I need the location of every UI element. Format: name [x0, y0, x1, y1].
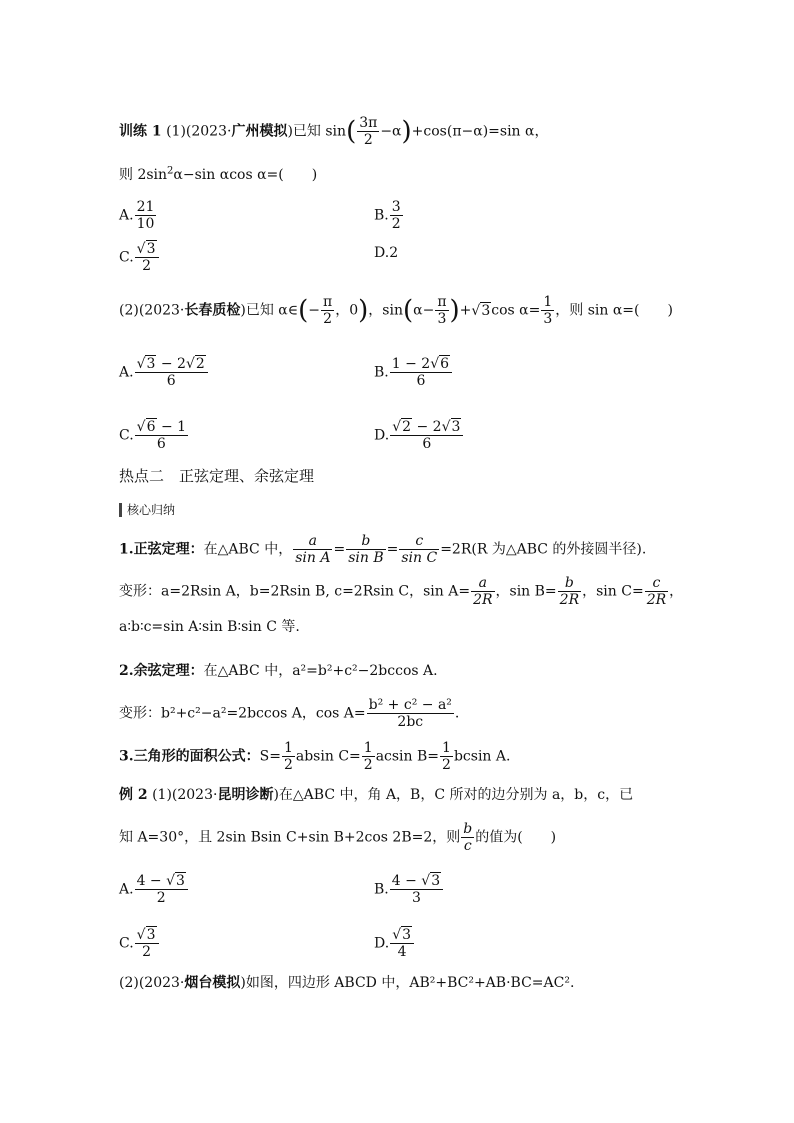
option-c: C. $\frac{√6 - 1}{6}$ — [119, 419, 187, 452]
core-label: 核心归纳 — [127, 503, 176, 517]
training-label: 训练 1 — [119, 123, 162, 140]
problem2-line: (2)(2023·长春质检)已知 α∈(− $\frac{\pi}{2}$ ，0)，sin(α− $\frac{\pi}{3}$ )+√3cos α= $\frac{1}{3}$ ，则 sin α=( ) — [119, 294, 673, 327]
option-c: C. $\frac{√3}{2}$ — [119, 242, 160, 273]
problem2b-line: (2)(2023·烟台模拟)如图，四边形 ABCD 中，AB²+BC²+AB·BC=AC². — [119, 975, 575, 991]
law-cosines-line: 2.余弦定理：在△ABC 中，a²=b²+c²−2bccos A. — [119, 663, 438, 679]
law-sines-ratio: a∶b∶c=sin A∶sin B∶sin C 等. — [119, 619, 300, 635]
option-c: C. $\frac{√3}{2}$ — [119, 928, 160, 959]
law-sines-variant: 变形：a=2Rsin A，b=2Rsin B, c=2Rsin C，sin A= $\frac{a}{2R}$ ，sin B= $\frac{b}{2R}$ ，sin C= $\frac{c}{2R}$ ， — [119, 575, 684, 608]
example2-line2: 知 A=30°，且 2sin Bsin C+sin B+2cos 2B=2，则 $\frac{b}{c}$ 的值为( ) — [119, 821, 557, 854]
source-label: 长春质检 — [184, 302, 241, 319]
option-a: A. $\frac{21}{10}$ — [119, 199, 155, 232]
option-b: B. $\frac{3}{2}$ — [374, 199, 401, 232]
law-sines-line: 1.正弦定理：在△ABC 中， $\frac{a}{\text{sin A}}$ = $\frac{b}{\text{sin B}}$ = $\frac{c}{\text{sin C}}$ =2R(R 为△ABC 的外接圆半径). — [119, 533, 647, 566]
fraction: $\frac{3\pi}{2}$ — [359, 115, 378, 148]
option-b: B. $\frac{1 - 2√6}{6}$ — [374, 357, 453, 388]
training1-line2: 则 $2\sin^2\alpha-\sin$ αcos α=( ) — [119, 165, 318, 183]
law-cosines-variant: 变形：b²+c²−a²=2bccos A，cos A= $\frac{\text{b² + c² − a²}}{2bc}$ . — [119, 697, 460, 730]
source-label: 广州模拟 — [231, 123, 288, 140]
example2-line1: 例 2 (1)(2023·昆明诊断)在△ABC 中，角 A，B，C 所对的边分别为 a，b，c，已 — [119, 787, 634, 803]
option-d: D. $\frac{√2 - 2√3}{6}$ — [374, 420, 464, 451]
option-b: B. $\frac{4 - √3}{3}$ — [374, 874, 444, 905]
section-title: 热点二 正弦定理、余弦定理 — [119, 467, 315, 485]
area-formula: 3.三角形的面积公式：S= $\frac{1}{2}$ absin C= $\frac{1}{2}$ acsin B= $\frac{1}{2}$ bcsin A. — [119, 740, 511, 773]
section-bar — [119, 503, 122, 517]
option-d: D.2 — [374, 245, 399, 261]
option-a: A. $\frac{√3 - 2√2}{6}$ — [119, 357, 209, 388]
training1-line1: 训练 1 (1)(2023·广州模拟)已知 sin( $\frac{3\pi}{2}$ −α)+cos(π−α)=sin α， — [119, 115, 549, 148]
option-d: D. $\frac{√3}{4}$ — [374, 928, 415, 959]
option-a: A. $\frac{4 - √3}{2}$ — [119, 874, 189, 905]
